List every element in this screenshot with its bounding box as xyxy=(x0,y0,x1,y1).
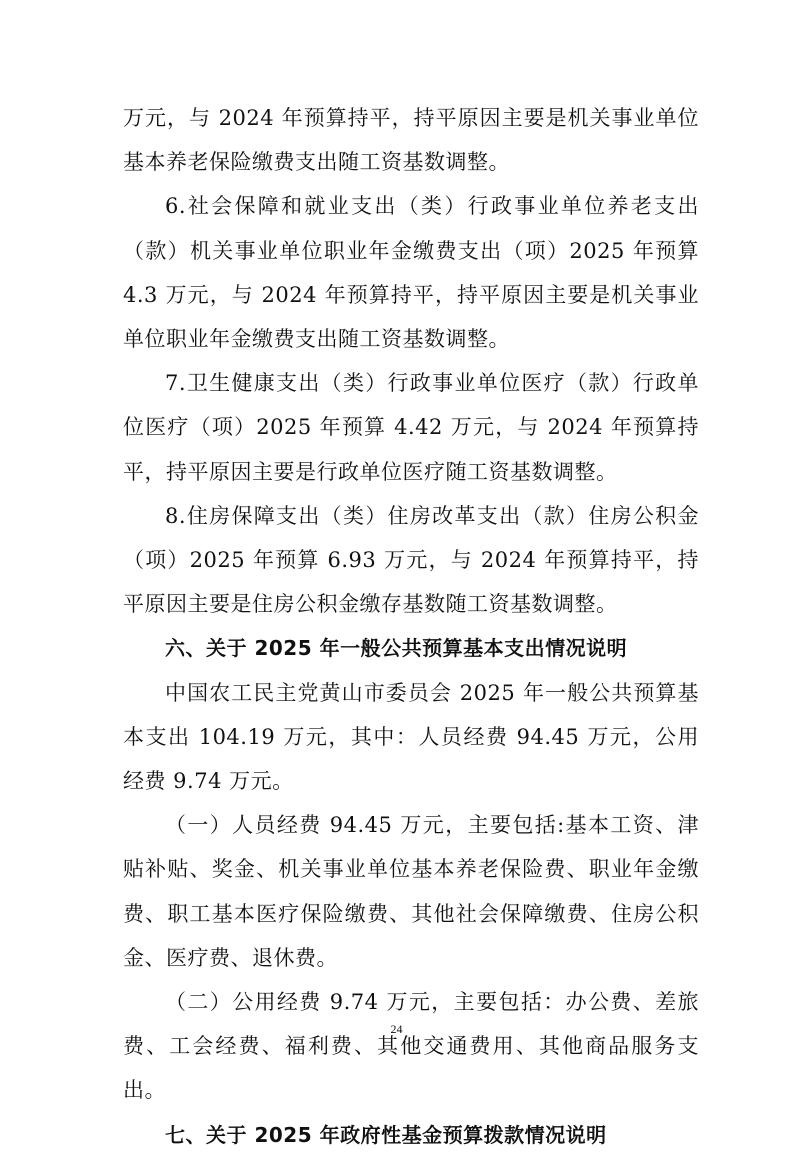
paragraph-item-8: 8.住房保障支出（类）住房改革支出（款）住房公积金（项）2025 年预算 6.93 万元，与 2024 年预算持平，持平原因主要是住房公积金缴存基数随工资基数调整。 xyxy=(123,503,699,617)
paragraph-pension-continuation: 万元，与 2024 年预算持平，持平原因主要是机关事业单位基本养老保险缴费支出随工资基数调整。 xyxy=(123,106,699,175)
paragraph-basic-expenditure-summary: 中国农工民主党黄山市委员会 2025 年一般公共预算基本支出 104.19 万元，其中：人员经费 94.45 万元，公用经费 9.74 万元。 xyxy=(123,680,699,794)
page-number: 24 xyxy=(390,1022,403,1036)
document-body xyxy=(123,96,699,1157)
paragraph-item-7: 7.卫生健康支出（类）行政事业单位医疗（款）行政单位医疗（项）2025 年预算 4.42 万元，与 2024 年预算持平，持平原因主要是行政单位医疗随工资基数调整。 xyxy=(123,371,699,484)
section-heading-6: 六、关于 2025 年一般公共预算基本支出情况说明 xyxy=(165,636,628,661)
section-heading-7: 七、关于 2025 年政府性基金预算拨款情况说明 xyxy=(165,1122,607,1147)
paragraph-public-expenses: （二）公用经费 9.74 万元，主要包括：办公费、差旅费、工会经费、福利费、其他交通费用、其他商品服务支出。 xyxy=(123,990,699,1103)
paragraph-personnel-expenses: （一）人员经费 94.45 万元，主要包括:基本工资、津贴补贴、奖金、机关事业单位基本养老保险费、职业年金缴费、职工基本医疗保险缴费、其他社会保障缴费、住房公积金、医疗费、退休费。 xyxy=(123,813,699,970)
paragraph-item-6: 6.社会保障和就业支出（类）行政事业单位养老支出（款）机关事业单位职业年金缴费支出（项）2025 年预算 4.3 万元，与 2024 年预算持平，持平原因主要是机关事业单位职业年金缴费支出随工资基数调整。 xyxy=(123,194,699,352)
